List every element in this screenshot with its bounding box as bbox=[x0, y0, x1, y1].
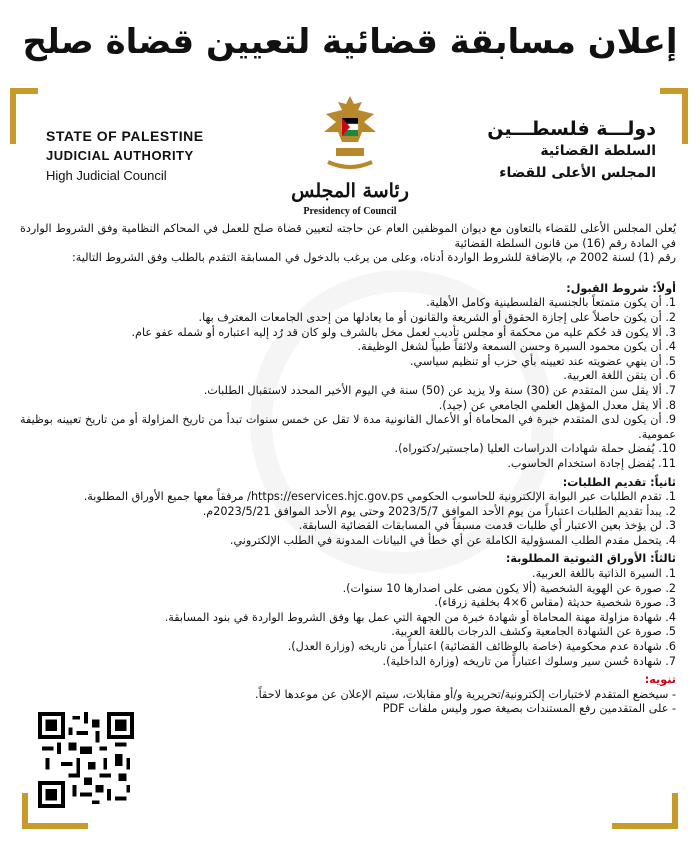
section-admission-title: أولاً: شروط القبول: bbox=[566, 281, 676, 295]
admission-item: 11. يُفضل إجادة استخدام الحاسوب. bbox=[507, 456, 676, 470]
page-title: إعلان مسابقة قضائية لتعيين قضاة صلح bbox=[22, 22, 678, 62]
intro-paragraph-2: رقم (1) لسنة 2002 م، بالإضافة للشروط الواردة أدناه، وعلى من يرغب بالدخول في المسابقة التقدم بالطلب وفق الشروط التالية: bbox=[71, 251, 676, 265]
notes-title: تنويه: bbox=[644, 673, 676, 687]
document-item: 2. صورة عن الهوية الشخصية (ألا يكون مضى على اصدارها 10 سنوات). bbox=[342, 581, 676, 595]
announcement-body bbox=[20, 222, 676, 717]
application-item: 2. يبدأ تقديم الطلبات اعتباراً من يوم الأحد الموافق 2023/5/7 وحتى يوم الأحد الموافق 2023/5/21م. bbox=[202, 504, 676, 518]
frame-corner-bottom-left bbox=[22, 793, 88, 829]
state-name-en: STATE OF PALESTINE bbox=[46, 128, 204, 144]
admission-item: 8. ألا يقل معدل المؤهل العلمي الجامعي عن (جيد). bbox=[438, 398, 676, 412]
document-item: 5. صورة عن الشهادة الجامعية وكشف الدرجات باللغة العربية. bbox=[391, 625, 676, 639]
note-item: - سيخضع المتقدم لاختبارات إلكترونية/تحريرية و/أو مقابلات، سيتم الإعلان عن موعدها لاحقاً. bbox=[255, 687, 676, 701]
frame-corner-top-right bbox=[660, 88, 688, 144]
authority-name-en: JUDICIAL AUTHORITY bbox=[46, 148, 194, 163]
admission-item: 2. أن يكون حاصلاً على إجازة الحقوق أو الشريعة والقانون أو ما يعادلها من إحدى الجامعات المعترف بها. bbox=[198, 310, 676, 324]
council-calligraphy: رئاسة المجلس bbox=[291, 180, 409, 202]
english-header bbox=[46, 126, 204, 186]
document-item: 6. شهادة عدم محكومية (خاصة بالوظائف القضائية) اعتباراً من تاريخه (وزارة العدل). bbox=[287, 640, 676, 654]
section-documents-title: ثالثاً: الأوراق الثبوتية المطلوبة: bbox=[505, 552, 676, 566]
admission-item: 3. ألا يكون قد حُكم عليه من محكمة أو مجلس تأديب لعمل مخل بالشرف ولو كان قد رُد إليه اعتباره أو شمله عفو عام. bbox=[131, 325, 676, 339]
application-item: 1. تقدم الطلبات عبر البوابة الإلكترونية للحاسوب الحكومي https://eservices.hjc.gov.ps/ مرفقاً معها جميع الأوراق المطلوبة. bbox=[83, 490, 676, 504]
application-item: 4. يتحمل مقدم الطلب المسؤولية الكاملة عن أي خطأ في البيانات المدونة في الطلب الإلكتروني. bbox=[229, 533, 676, 547]
council-name-en: High Judicial Council bbox=[46, 168, 167, 183]
admission-item: 9. أن يكون لدى المتقدم خبرة في المحاماة أو الأعمال القانونية مدة لا تقل عن خمس سنوات تبدأ من تاريخ المزاولة أو من تاريخ تعيينه بوظيفة عمومية. bbox=[20, 413, 676, 441]
document-item: 4. شهادة مزاولة مهنة المحاماة أو شهادة خبرة من الجهة التي عمل بها وفق الشروط الواردة في بنود المسابقة. bbox=[164, 610, 676, 624]
document-item: 7. شهادة حُسن سير وسلوك اعتباراً من تاريخه (وزارة الداخلية). bbox=[382, 654, 676, 668]
section-applications-title: ثانياً: تقديم الطلبات: bbox=[562, 475, 676, 489]
state-name-ar: دولـــة فلسطـــين bbox=[487, 118, 656, 140]
application-item: 3. لن يؤخذ بعين الاعتبار أي طلبات قدمت مسبقاً في المسابقات القضائية السابقة. bbox=[298, 519, 676, 533]
document-item: 3. صورة شخصية حديثة (مقاس 6×4 بخلفية زرقاء). bbox=[434, 596, 676, 610]
arabic-header bbox=[487, 118, 656, 184]
council-english: Presidency of Council bbox=[303, 206, 397, 217]
admission-item: 7. ألا يقل سن المتقدم عن (30) سنة ولا يزيد عن (50) سنة في اليوم الأخير المحدد لاستقبال الطلبات. bbox=[203, 383, 676, 397]
admission-item: 5. أن ينهي عضويته عند تعيينه بأي حزب أو تنظيم سياسي. bbox=[409, 354, 676, 368]
document-item: 1. السيرة الذاتية باللغة العربية. bbox=[532, 567, 676, 581]
admission-item: 6. أن يتقن اللغة العربية. bbox=[563, 369, 676, 383]
council-name-ar: المجلس الأعلى للقضاء bbox=[499, 165, 656, 181]
authority-name-ar: السلطة القضائية bbox=[540, 143, 656, 159]
eagle-emblem-icon bbox=[318, 92, 382, 178]
admission-item: 1. أن يكون متمتعاً بالجنسية الفلسطينية وكامل الأهلية. bbox=[426, 296, 676, 310]
admission-item: 4. أن يكون محمود السيرة وحسن السمعة ولائقاً طبياً لشغل الوظيفة. bbox=[357, 340, 676, 354]
frame-corner-top-left bbox=[10, 88, 38, 144]
frame-corner-bottom-right bbox=[612, 793, 678, 829]
intro-paragraph-1: يُعلن المجلس الأعلى للقضاء بالتعاون مع ديوان الموظفين العام عن حاجته لتعيين قضاة صلح للعمل في المحاكم النظامية وفق الشروط الواردة في المادة رقم (16) من قانون السلطة القضائية bbox=[20, 222, 676, 250]
admission-item: 10. يُفضل حملة شهادات الدراسات العليا (ماجستير/دكتوراه). bbox=[394, 442, 676, 456]
note-item: - على المتقدمين رفع المستندات بصيغة صور وليس ملفات PDF bbox=[382, 702, 676, 716]
